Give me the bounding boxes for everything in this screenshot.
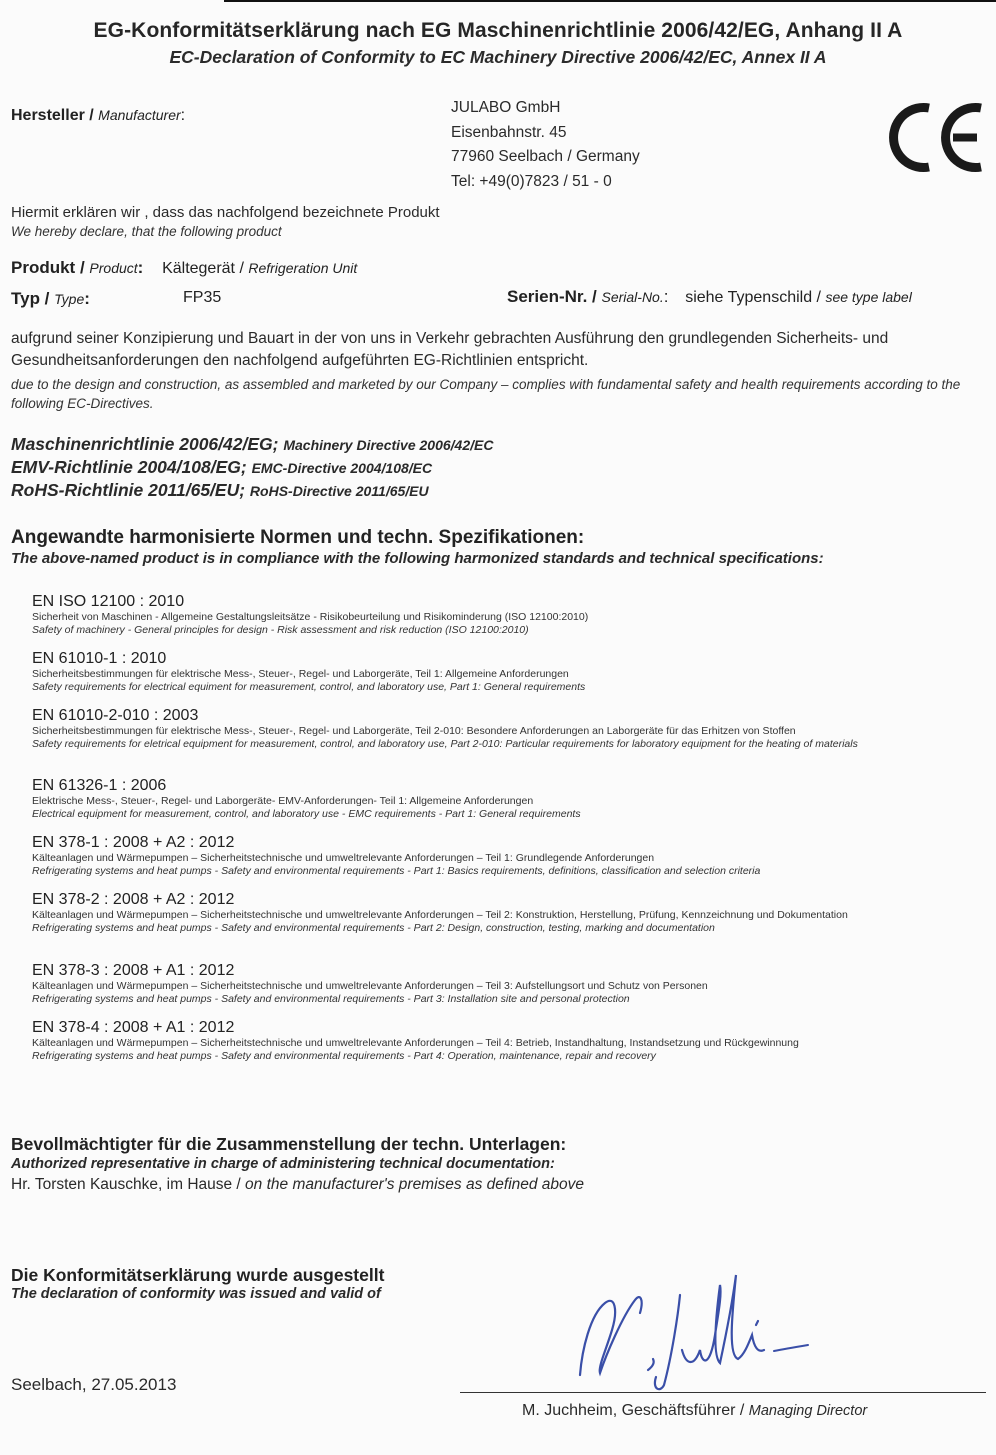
product-label-colon: :	[137, 258, 144, 277]
standard-item	[32, 833, 962, 878]
representative-heading-english: Authorized representative in charge of administering technical documentation:	[11, 1156, 555, 1172]
signer-title-en: Managing Director	[748, 1403, 868, 1419]
type-label-de: Typ /	[11, 289, 55, 308]
standard-desc-de: Sicherheit von Maschinen - Allgemeine Gestaltungsleitsätze - Risikobeurteilung und Risikominderung (ISO 12100:2010)	[32, 611, 589, 623]
type-value: FP35	[183, 289, 222, 306]
product-label-en: Product	[89, 260, 138, 276]
address-line: JULABO GmbH	[451, 99, 561, 116]
signer-name-de: M. Juchheim, Geschäftsführer /	[522, 1402, 749, 1419]
handwritten-signature	[560, 1255, 820, 1395]
standard-desc-de: Kälteanlagen und Wärmepumpen – Sicherheitstechnische und umweltrelevante Anforderungen – Teil 3: Aufstellungsort und Schutz von Personen	[32, 980, 708, 992]
standards-heading-german: Angewandte harmonisierte Normen und techn. Spezifikationen:	[11, 527, 585, 548]
standard-code: EN 61010-2-010 : 2003	[32, 707, 199, 724]
standard-item	[32, 890, 962, 935]
directive-en: RoHS-Directive 2011/65/EU	[249, 483, 429, 499]
serial-label-colon: :	[663, 287, 669, 306]
address-line: Tel: +49(0)7823 / 51 - 0	[451, 172, 612, 190]
signature-line	[460, 1392, 986, 1393]
manufacturer-label-colon: :	[180, 107, 186, 124]
declaration-german: Hiermit erklären wir , dass das nachfolgend bezeichnete Produkt	[11, 204, 440, 221]
directive-de: EMV-Richtlinie 2004/108/EG;	[11, 457, 252, 477]
representative-name-de: Hr. Torsten Kauschke, im Hause /	[11, 1176, 246, 1193]
serial-label-en: Serial-No.	[601, 289, 664, 305]
manufacturer-label-de: Hersteller /	[11, 107, 99, 124]
directive-emc	[11, 457, 432, 478]
type-label-colon: :	[84, 289, 90, 308]
serial-value-de: siehe Typenschild /	[685, 289, 826, 306]
standard-desc-de: Kälteanlagen und Wärmepumpen – Sicherheitstechnische und umweltrelevante Anforderungen – Teil 2: Konstruktion, Herstellung, Prüfung, Kennzeichnung und Dokumentation	[32, 909, 848, 921]
ce-mark-logo	[885, 100, 985, 175]
standard-desc-de: Sicherheitsbestimmungen für elektrische Mess-, Steuer-, Regel- und Laborgeräte, Teil 2-010: Besondere Anforderungen an Laborgeräte für das Erhitzen von Stoffen	[32, 725, 796, 737]
standard-desc-en: Refrigerating systems and heat pumps - Safety and environmental requirements - Part 3: Installation site and personal protection	[32, 993, 630, 1005]
standard-code: EN 378-3 : 2008 + A1 : 2012	[32, 962, 235, 979]
title-german: EG-Konformitätserklärung nach EG Maschinenrichtlinie 2006/42/EG, Anhang II A	[93, 19, 903, 42]
standard-item	[32, 776, 962, 821]
standard-desc-en: Refrigerating systems and heat pumps - Safety and environmental requirements - Part 2: Design, construction, testing, marking and documentation	[32, 922, 715, 934]
standard-code: EN 378-1 : 2008 + A2 : 2012	[32, 834, 235, 851]
product-value-en: Refrigeration Unit	[248, 260, 358, 276]
directive-rohs	[11, 480, 429, 501]
standard-item	[32, 649, 962, 694]
standard-item	[32, 706, 962, 751]
place-and-date: Seelbach, 27.05.2013	[11, 1375, 177, 1394]
serial-value-en: see type label	[825, 289, 912, 305]
issued-heading-english: The declaration of conformity was issued and valid of	[11, 1286, 381, 1302]
issued-heading-german: Die Konformitätserklärung wurde ausgestellt	[11, 1265, 385, 1285]
standard-code: EN 61010-1 : 2010	[32, 650, 167, 667]
manufacturer-address	[451, 96, 640, 194]
conformity-text-german: aufgrund seiner Konzipierung und Bauart in der von uns in Verkehr gebrachten Ausführung den grundlegenden Sicherheits- und Gesundheitsanforderungen den nachfolgend aufgeführten EG-Richtlinien entspricht.	[11, 330, 889, 369]
directive-de: Maschinenrichtlinie 2006/42/EG;	[11, 434, 284, 454]
standard-desc-en: Refrigerating systems and heat pumps - Safety and environmental requirements - Part 1: Basics requirements, definitions, classification and selection criteria	[32, 865, 761, 877]
product-row	[11, 258, 357, 278]
product-label-de: Produkt /	[11, 258, 90, 277]
standard-desc-en: Safety requirements for eletrical equipment for measurement, control, and laboratory use, Part 2-010: Particular requirements for laboratory equipment for the heating of materials	[32, 738, 858, 750]
standard-code: EN 378-2 : 2008 + A2 : 2012	[32, 891, 235, 908]
standard-code: EN ISO 12100 : 2010	[32, 593, 185, 610]
directive-en: EMC-Directive 2004/108/EC	[251, 460, 433, 476]
standard-code: EN 61326-1 : 2006	[32, 777, 167, 794]
standard-desc-de: Kälteanlagen und Wärmepumpen – Sicherheitstechnische und umweltrelevante Anforderungen – Teil 4: Betrieb, Instandhaltung, Instandsetzung und Rückgewinnung	[32, 1037, 799, 1049]
directive-de: RoHS-Richtlinie 2011/65/EU;	[11, 480, 250, 500]
standard-desc-de: Kälteanlagen und Wärmepumpen – Sicherheitstechnische und umweltrelevante Anforderungen – Teil 1: Grundlegende Anforderungen	[32, 852, 655, 864]
type-label-en: Type	[54, 291, 85, 307]
standard-desc-en: Safety requirements for electrical equiment for measurement, control, and laboratory use, Part 1: General requirements	[32, 681, 586, 693]
standard-code: EN 378-4 : 2008 + A1 : 2012	[32, 1019, 235, 1036]
standard-desc-de: Sicherheitsbestimmungen für elektrische Mess-, Steuer-, Regel- und Laborgeräte, Teil 1: Allgemeine Anforderungen	[32, 668, 569, 680]
type-row	[11, 289, 222, 309]
product-value-de: Kältegerät /	[162, 260, 249, 277]
representative-name-en: on the manufacturer's premises as defined above	[245, 1176, 585, 1193]
address-line: 77960 Seelbach / Germany	[451, 148, 640, 165]
serial-label-de: Serien-Nr. /	[507, 287, 602, 306]
manufacturer-label-en: Manufacturer	[98, 107, 181, 123]
directive-machinery	[11, 434, 493, 455]
standard-desc-en: Safety of machinery - General principles for design - Risk assessment and risk reduction (ISO 12100:2010)	[32, 624, 529, 636]
standard-item	[32, 961, 962, 1006]
title-english: EC-Declaration of Conformity to EC Machinery Directive 2006/42/EC, Annex II A	[169, 47, 827, 67]
standards-heading-english: The above-named product is in compliance with the following harmonized standards and technical specifications:	[11, 550, 824, 567]
serial-row	[507, 287, 912, 307]
manufacturer-label	[11, 107, 185, 125]
standard-desc-en: Refrigerating systems and heat pumps - Safety and environmental requirements - Part 4: Operation, maintenance, repair and recovery	[32, 1050, 656, 1062]
standard-desc-de: Elektrische Mess-, Steuer-, Regel- und Laborgeräte- EMV-Anforderungen- Teil 1: Allgemeine Anforderungen	[32, 795, 534, 807]
signer-name	[522, 1402, 867, 1420]
directive-en: Machinery Directive 2006/42/EC	[283, 437, 494, 453]
standard-item	[32, 592, 962, 637]
top-border-line	[224, 0, 996, 2]
representative-heading-german: Bevollmächtigter für die Zusammenstellung der techn. Unterlagen:	[11, 1134, 567, 1154]
standard-item	[32, 1018, 962, 1063]
representative-name	[11, 1176, 584, 1194]
declaration-english: We hereby declare, that the following product	[11, 224, 282, 239]
standard-desc-en: Electrical equipment for measurement, control, and laboratory use - EMC requirements - Part 1: General requirements	[32, 808, 581, 820]
conformity-text-english: due to the design and construction, as assembled and marketed by our Company – complies with fundamental safety and health requirements according to the following EC-Directives.	[11, 377, 961, 411]
address-line: Eisenbahnstr. 45	[451, 123, 567, 141]
